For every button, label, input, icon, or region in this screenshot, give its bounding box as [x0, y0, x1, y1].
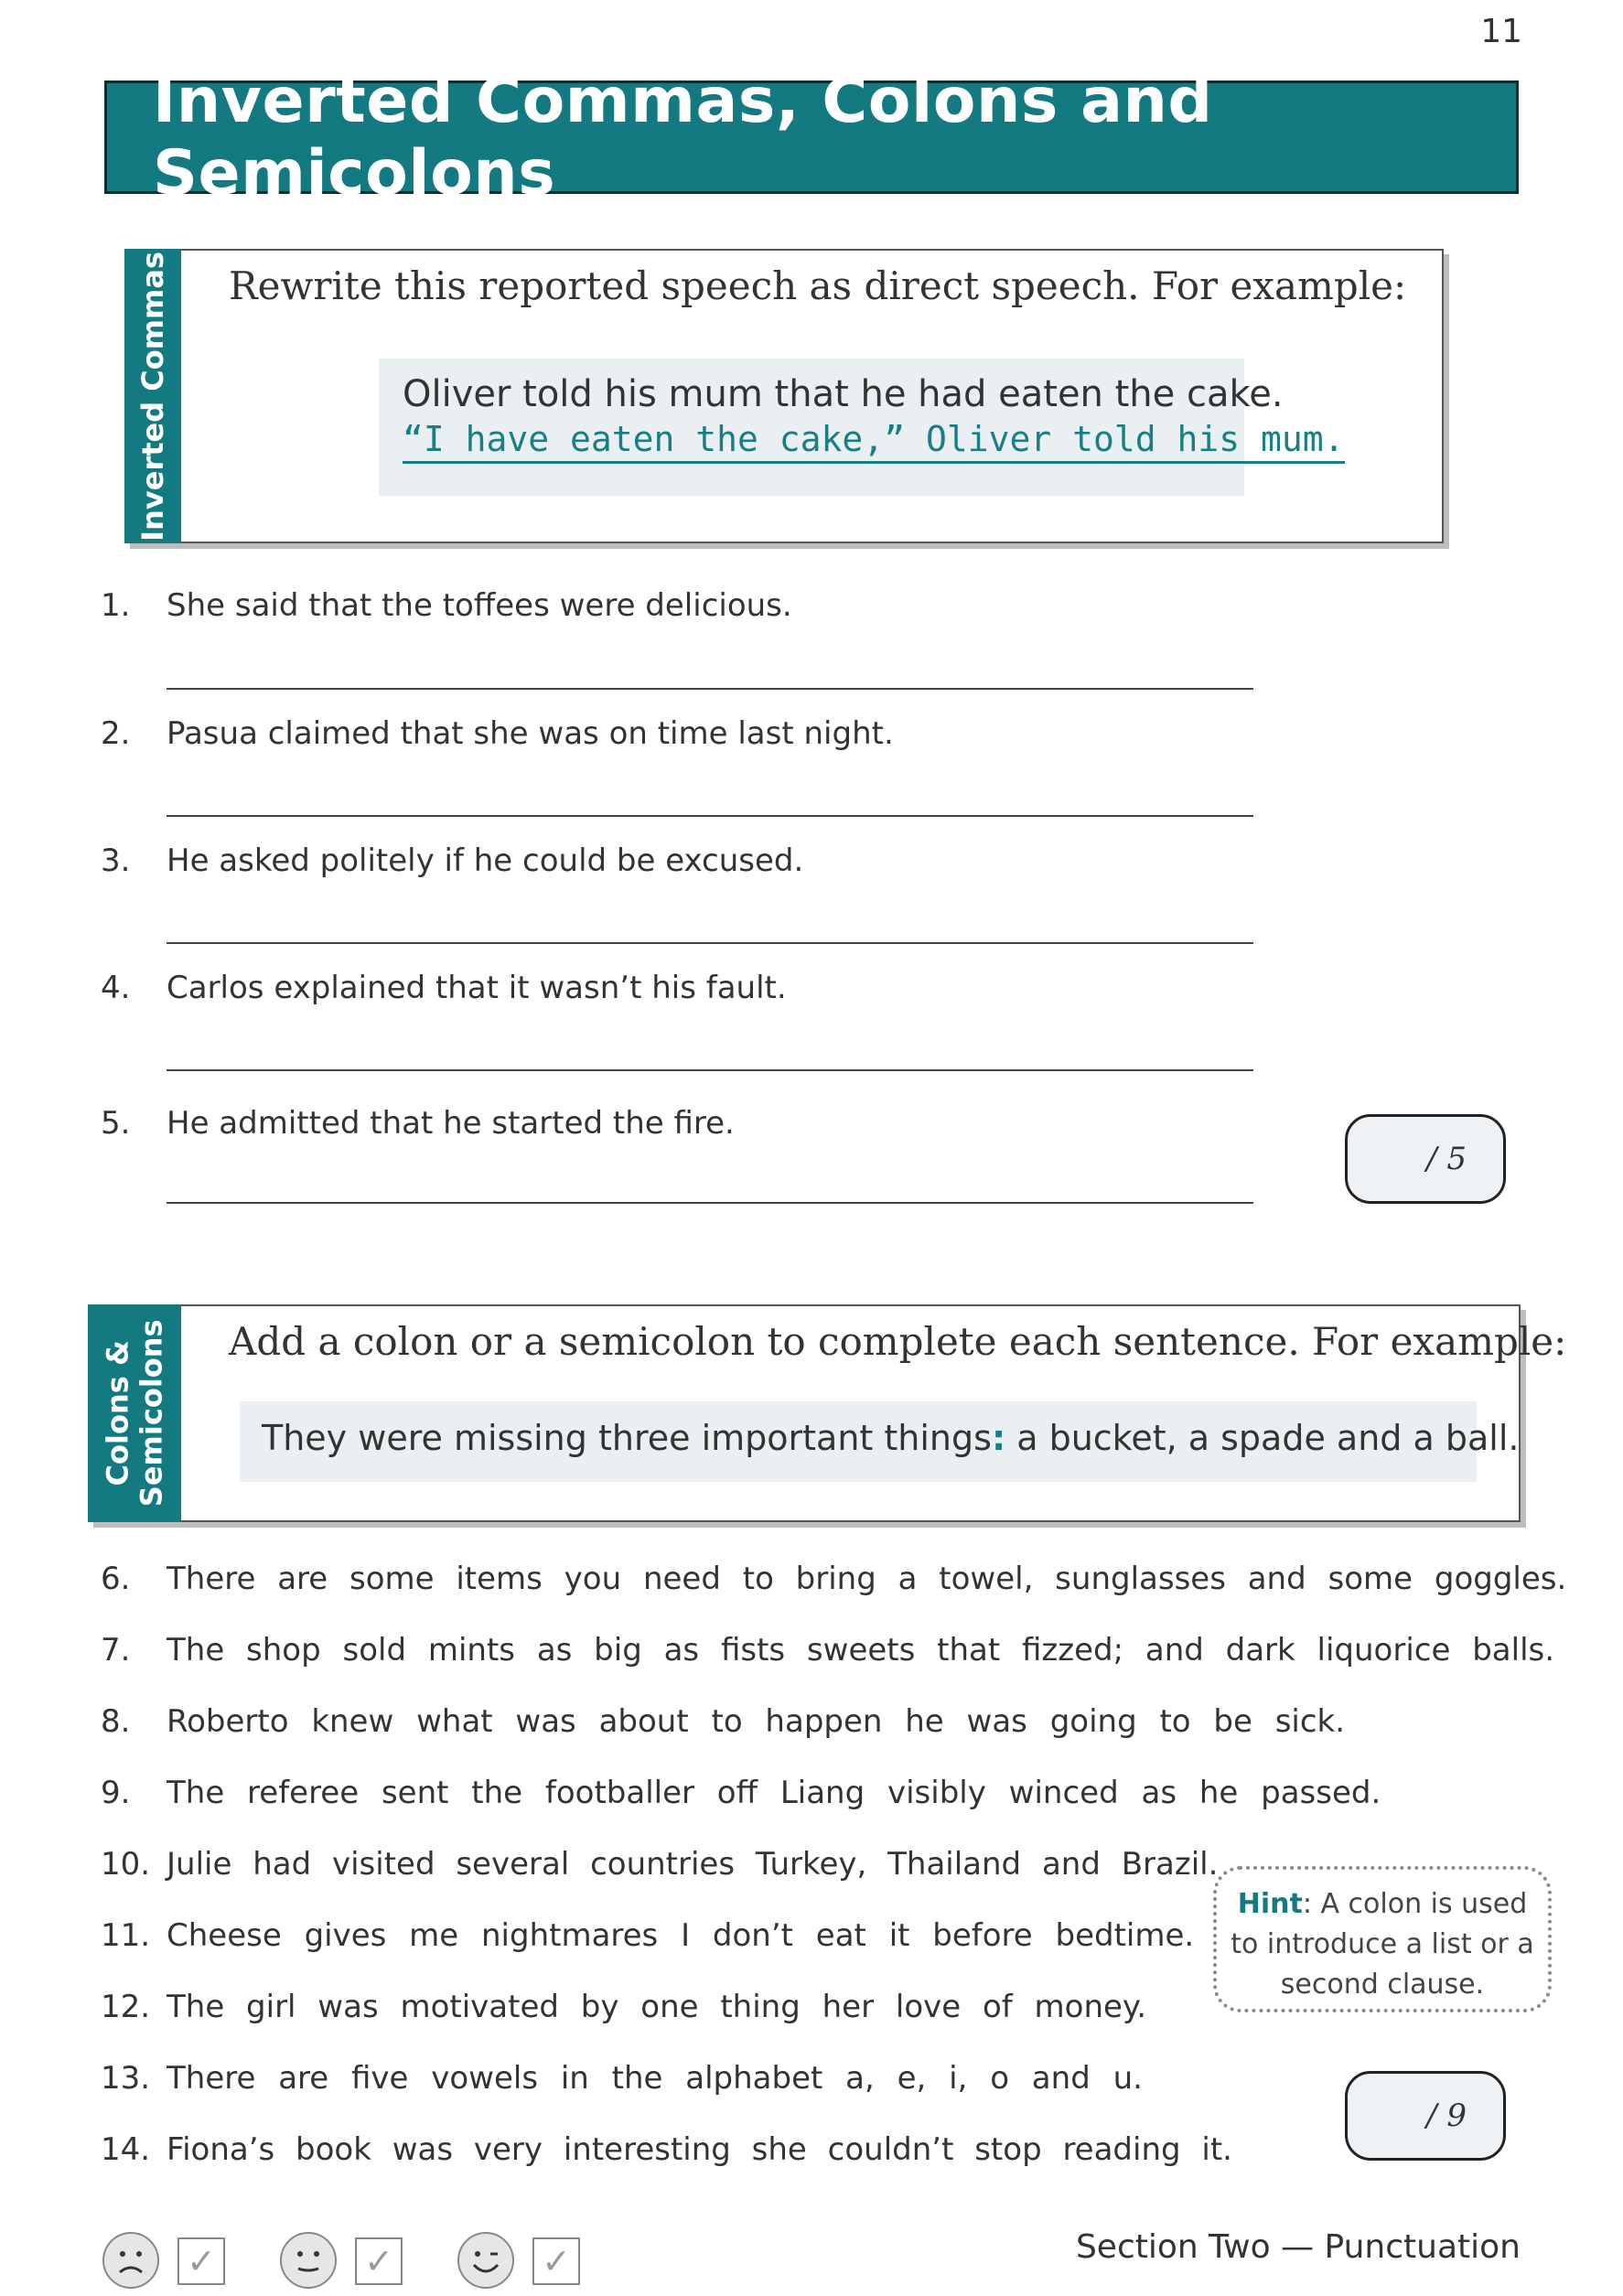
question-text: He admitted that he started the fire. — [167, 1105, 735, 1142]
happy-face-icon[interactable] — [457, 2232, 514, 2289]
hint-text-1: : A colon is used — [1302, 1888, 1528, 1920]
sentence-8 — [101, 1703, 1519, 1740]
hint-label: Hint — [1237, 1888, 1303, 1920]
question-text: Pasua claimed that she was on time last night. — [167, 715, 894, 752]
footer-section-label: Section Two — Punctuation — [1075, 2228, 1521, 2266]
section2-example-before: They were missing three important things — [262, 1418, 992, 1458]
question-number: 1. — [101, 587, 131, 624]
question-text: He asked politely if he could be excused. — [167, 842, 804, 879]
sentence-number: 10. — [101, 1846, 151, 1883]
section1-instruction: Rewrite this reported speech as direct speech. For example: — [229, 263, 1407, 308]
question-number: 5. — [101, 1105, 131, 1142]
sentence-14 — [101, 2131, 1519, 2168]
sentence-text: Fiona’s book was very interesting she couldn’t stop reading it. — [167, 2131, 1232, 2168]
sentence-text: Roberto knew what was about to happen he was going to be sick. — [167, 1703, 1346, 1740]
sentence-text: Julie had visited several countries Turkey, Thailand and Brazil. — [167, 1846, 1219, 1883]
question-text: Carlos explained that it wasn’t his fault. — [167, 970, 787, 1006]
section2-instruction: Add a colon or a semicolon to complete each sentence. For example: — [229, 1319, 1567, 1364]
sentence-text: There are five vowels in the alphabet a, e, i, o and u. — [167, 2060, 1143, 2097]
sad-face-icon[interactable] — [102, 2232, 159, 2289]
answer-line-5[interactable] — [167, 1202, 1253, 1204]
hint-text-2: to introduce a list or a — [1231, 1928, 1534, 1960]
sentence-number: 13. — [101, 2060, 151, 2097]
tick-box-1[interactable]: ✓ — [177, 2237, 225, 2285]
sentence-text: Cheese gives me nightmares I don’t eat it before bedtime. — [167, 1917, 1195, 1954]
sentence-number: 11. — [101, 1917, 151, 1954]
sentence-7 — [101, 1632, 1555, 1668]
sentence-number: 12. — [101, 1989, 151, 2025]
colons-semicolons-tab — [88, 1304, 181, 1522]
sentence-6 — [101, 1561, 1567, 1597]
tick-box-3[interactable]: ✓ — [532, 2237, 580, 2285]
question-number: 2. — [101, 715, 131, 752]
inverted-commas-tab — [124, 249, 181, 543]
question-3 — [101, 842, 803, 879]
inverted-commas-tab-label: Inverted Commas — [134, 251, 170, 542]
sentence-9 — [101, 1775, 1519, 1811]
colons-semicolons-tab-line1: Colons & — [100, 1340, 135, 1486]
answer-line-2[interactable] — [167, 815, 1253, 817]
section2-example-mark: : — [991, 1418, 1006, 1458]
page-title-text: Inverted Commas, Colons and Semicolons — [153, 65, 1213, 209]
answer-line-3[interactable] — [167, 942, 1253, 944]
question-4 — [101, 970, 787, 1006]
score-box-section1: / 5 — [1345, 1114, 1506, 1204]
sentence-number: 9. — [101, 1775, 131, 1811]
section1-example-answer-wrap — [403, 419, 1345, 464]
sentence-number: 6. — [101, 1561, 131, 1597]
sentence-text: The girl was motivated by one thing her love of money. — [167, 1989, 1147, 2025]
section1-example-answer: “I have eaten the cake,” Oliver told his mum. — [403, 419, 1345, 464]
answer-line-1[interactable] — [167, 688, 1253, 690]
neutral-face-icon[interactable] — [280, 2232, 337, 2289]
question-1 — [101, 587, 792, 624]
question-text: She said that the toffees were delicious. — [167, 587, 792, 624]
sentence-text: The shop sold mints as big as fists sweets that fizzed; and dark liquorice balls. — [167, 1632, 1555, 1668]
section1-example-question: Oliver told his mum that he had eaten the cake. — [403, 373, 1284, 415]
answer-line-4[interactable] — [167, 1069, 1253, 1071]
score-box-section2: / 9 — [1345, 2071, 1506, 2161]
section2-example — [262, 1418, 1519, 1458]
hint-box — [1213, 1866, 1552, 2012]
sentence-text: The referee sent the footballer off Liang visibly winced as he passed. — [167, 1775, 1381, 1811]
question-number: 4. — [101, 970, 131, 1006]
tick-box-2[interactable]: ✓ — [355, 2237, 403, 2285]
question-2 — [101, 715, 894, 752]
hint-text-3: second clause. — [1280, 1969, 1485, 2001]
section2-example-after: a bucket, a spade and a ball. — [1005, 1418, 1520, 1458]
question-5 — [101, 1105, 735, 1142]
sentence-13 — [101, 2060, 1519, 2097]
page-number: 11 — [1480, 13, 1522, 50]
page-title — [104, 65, 1519, 209]
question-number: 3. — [101, 842, 131, 879]
sentence-number: 8. — [101, 1703, 131, 1740]
colons-semicolons-tab-line2: Semicolons — [134, 1319, 169, 1507]
sentence-number: 14. — [101, 2131, 151, 2168]
sentence-text: There are some items you need to bring a towel, sunglasses and some goggles. — [167, 1561, 1567, 1597]
sentence-number: 7. — [101, 1632, 131, 1668]
